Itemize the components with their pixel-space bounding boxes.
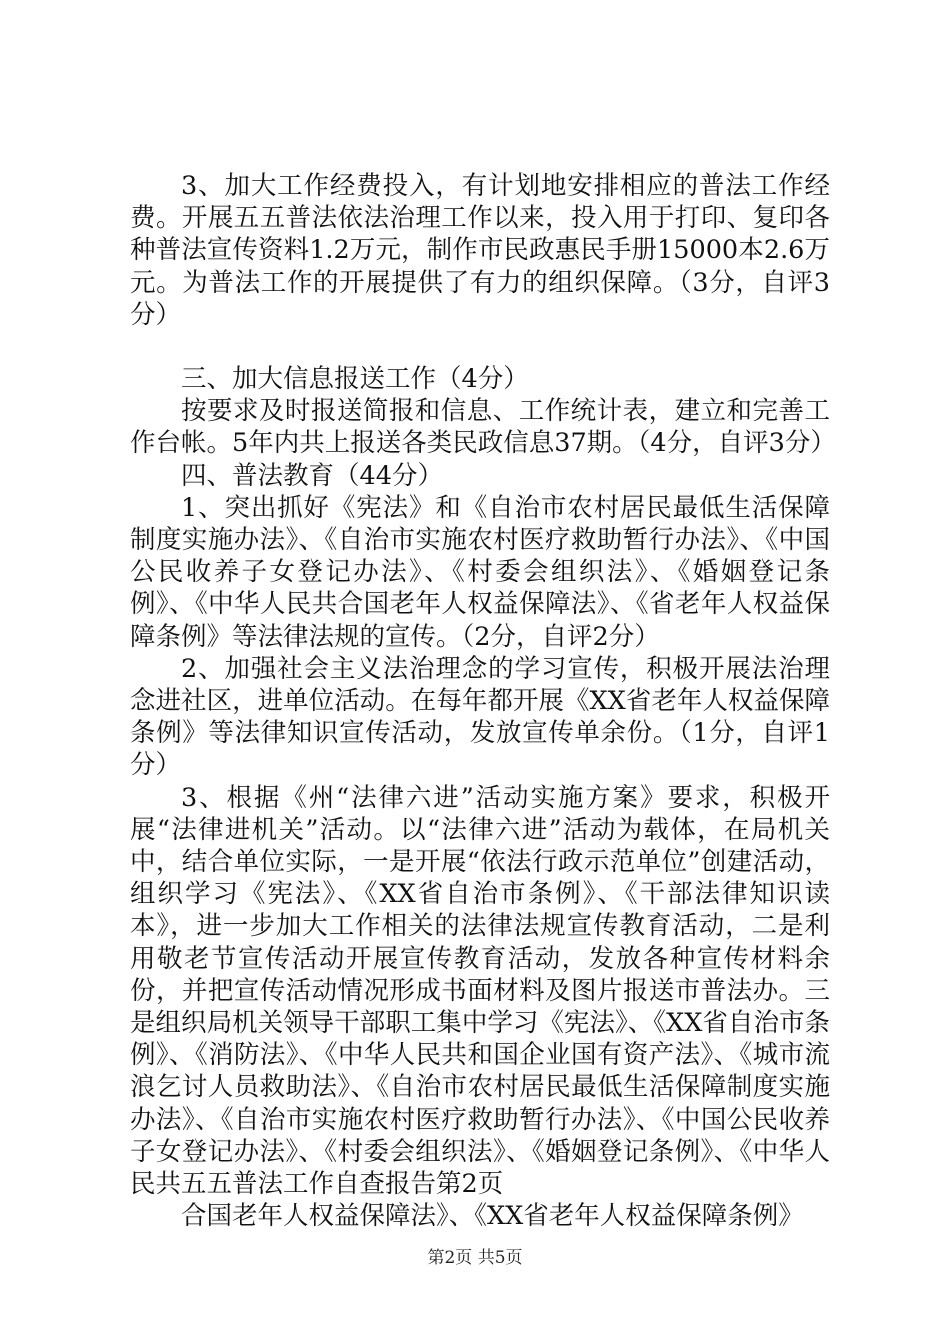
document-body: [130, 170, 836, 1233]
paragraph-funding: 3、加大工作经费投入，有计划地安排相应的普法工作经费。开展五五普法依法治理工作以来，投入用于打印、复印各种普法宣传资料1.2万元，制作市民政惠民手册15000本2.6万元。为普法工作的开展提供了有力的组织保障。（3分，自评3分）: [130, 171, 830, 330]
section-heading-law-education: 四、普法教育（44分）: [181, 460, 443, 491]
paragraph-continuation: 合国老年人权益保障法》、《XX省老年人权益保障条例》: [181, 1201, 804, 1232]
paragraph-info-reporting: 按要求及时报送简报和信息、工作统计表，建立和完善工作台帐。5年内共上报送各类民政信息37期。（4分，自评3分）: [130, 396, 836, 459]
paragraph-gap: [130, 331, 830, 363]
paragraph-law-education-3: 3、根据《州“法律六进”活动实施方案》要求，积极开展“法律进机关”活动。以“法律六进”活动为载体，在局机关中，结合单位实际，一是开展“依法行政示范单位”创建活动，组织学习《宪法》、《XX省自治市条例》、《干部法律知识读本》，进一步加大工作相关的法律法规宣传教育活动，二是利用敬老节宣传活动开展宣传教育活动，发放各种宣传材料余份，并把宣传活动情况形成书面材料及图片报送市普法办。三是组织局机关领导干部职工集中学习《宪法》、《XX省自治市条例》、《消防法》、《中华人民共和国企业国有资产法》、《城市流浪乞讨人员救助法》、《自治市农村居民最低生活保障制度实施办法》、《自治市实施农村医疗救助暂行办法》、《中国公民收养子女登记办法》、《村委会组织法》、《婚姻登记条例》、《中华人民共五五普法工作自查报告第2页: [130, 782, 830, 1200]
paragraph-law-education-2: 2、加强社会主义法治理念的学习宣传，积极开展法治理念进社区，进单位活动。在每年都开展《XX省老年人权益保障条例》等法律知识宣传活动，发放宣传单余份。（1分，自评1分）: [130, 653, 830, 781]
page-footer: 第2页 共5页: [427, 1248, 523, 1268]
paragraph-law-education-1: 1、突出抓好《宪法》和《自治市农村居民最低生活保障制度实施办法》、《自治市实施农村医疗救助暂行办法》、《中国公民收养子女登记办法》、《村委会组织法》、《婚姻登记条例》、《中华人民共合国老年人权益保障法》、《省老年人权益保障条例》等法律法规的宣传。（2分，自评2分）: [130, 492, 830, 652]
section-heading-info-reporting: 三、加大信息报送工作（4分）: [181, 364, 529, 395]
